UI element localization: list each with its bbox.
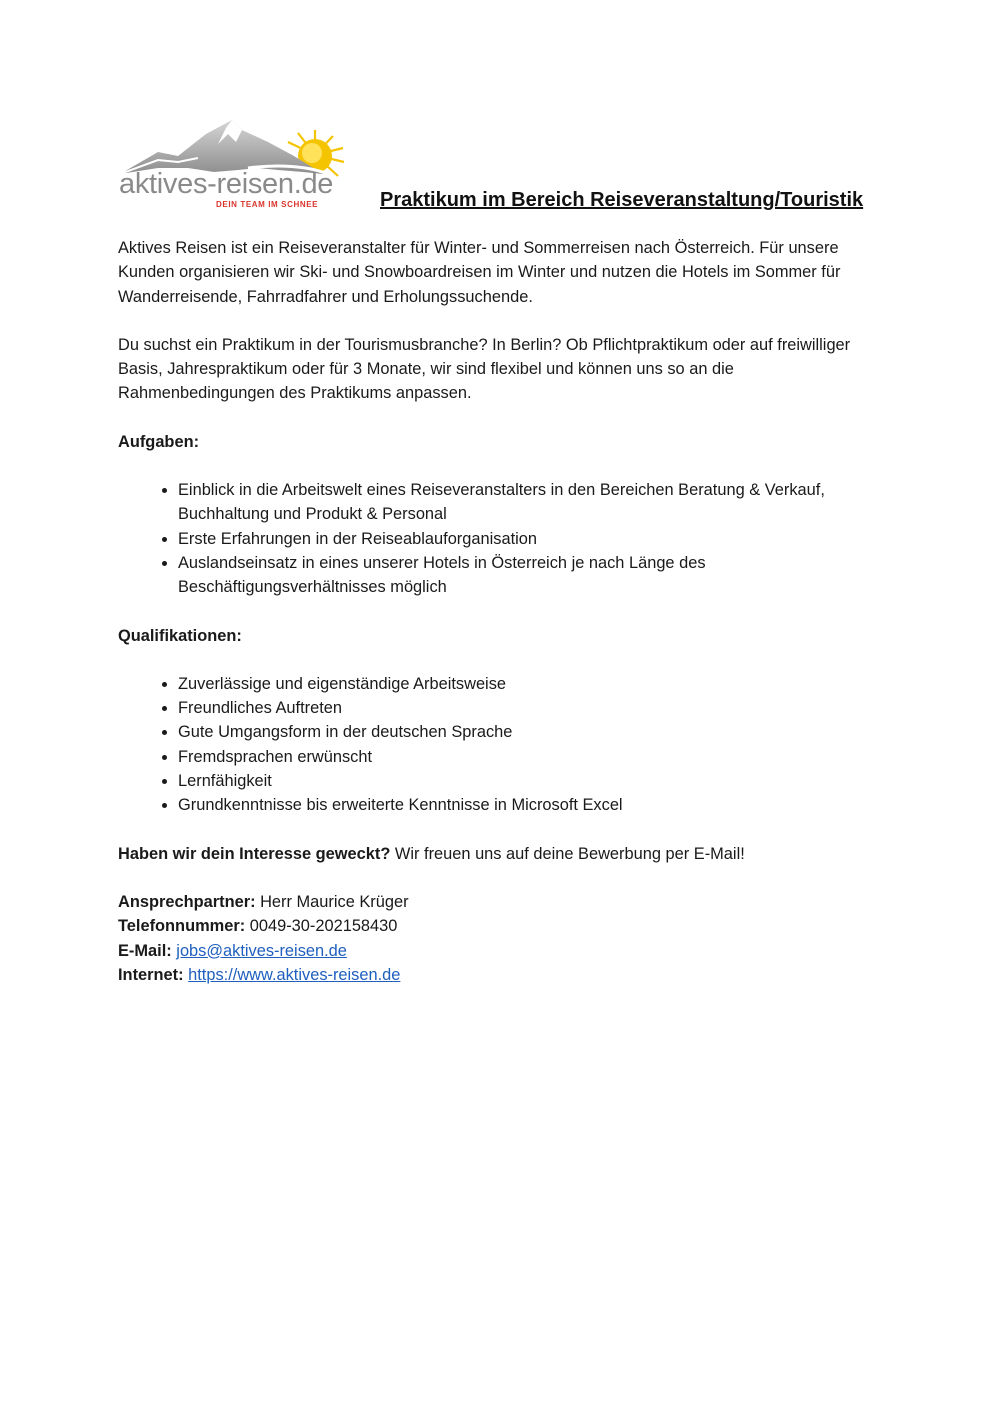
logo-brand-text: aktives-reisen.de xyxy=(119,168,334,200)
contact-person-row xyxy=(118,890,878,914)
contact-person-value: Herr Maurice Krüger xyxy=(255,892,409,911)
list-item: • Grundkenntnisse bis erweiterte Kenntnisse in Microsoft Excel xyxy=(178,793,878,817)
list-item: • Zuverlässige und eigenständige Arbeitsweise xyxy=(178,672,878,696)
list-item: • Freundliches Auftreten xyxy=(178,696,878,720)
contact-email-row xyxy=(118,939,878,963)
main-content xyxy=(118,236,878,987)
cta-text: Wir freuen uns auf deine Bewerbung per E-Mail! xyxy=(390,844,745,863)
contact-phone-label: Telefonnummer: xyxy=(118,917,246,936)
tasks-heading: Aufgaben: xyxy=(118,432,200,451)
contact-person-label: Ansprechpartner: xyxy=(118,892,256,911)
list-item: • Gute Umgangsform in der deutschen Sprache xyxy=(178,720,878,744)
cta-bold: Haben wir dein Interesse geweckt? xyxy=(118,844,391,863)
company-logo xyxy=(118,112,376,212)
call-to-action xyxy=(118,842,878,866)
list-item: • Auslandseinsatz in eines unserer Hotels in Österreich je nach Länge des Beschäftigungsverhältnisses möglich xyxy=(178,551,878,600)
contact-web-row xyxy=(118,963,878,987)
contact-email-label: E-Mail: xyxy=(118,941,172,960)
contact-web-label: Internet: xyxy=(118,965,184,984)
page-title: Praktikum im Bereich Reiseveranstaltung/Touristik xyxy=(380,189,864,211)
list-item: • Fremdsprachen erwünscht xyxy=(178,745,878,769)
logo-tagline: DEIN TEAM IM SCHNEE xyxy=(216,200,319,209)
header xyxy=(118,112,878,212)
intro-paragraph-1: Aktives Reisen ist ein Reiseveranstalter für Winter- und Sommerreisen nach Österreich. Für unsere Kunden organisieren wir Ski- und Snowboardreisen im Winter und nutzen die Hotels im Sommer für Wanderreisende, Fahrradfahrer und Erholungssuchende. xyxy=(118,239,841,306)
tasks-list xyxy=(118,478,878,599)
website-link[interactable]: https://www.aktives-reisen.de xyxy=(188,965,401,984)
qualifications-heading: Qualifikationen: xyxy=(118,626,242,645)
list-item: • Erste Erfahrungen in der Reiseablauforganisation xyxy=(178,527,878,551)
contact-block xyxy=(118,890,878,987)
email-link[interactable]: jobs@aktives-reisen.de xyxy=(176,941,347,960)
intro-paragraph-2: Du suchst ein Praktikum in der Tourismusbranche? In Berlin? Ob Pflichtpraktikum oder auf freiwilliger Basis, Jahrespraktikum oder für 3 Monate, wir sind flexibel und können uns so an die Rahmenbedingungen des Praktikums anpassen. xyxy=(118,335,851,403)
contact-phone-row xyxy=(118,914,878,938)
list-item: • Lernfähigkeit xyxy=(178,769,878,793)
qualifications-list xyxy=(118,672,878,818)
list-item: • Einblick in die Arbeitswelt eines Reiseveranstalters in den Bereichen Beratung & Verkauf, Buchhaltung und Produkt & Personal xyxy=(178,478,878,527)
contact-phone-value: 0049-30-202158430 xyxy=(245,917,398,936)
